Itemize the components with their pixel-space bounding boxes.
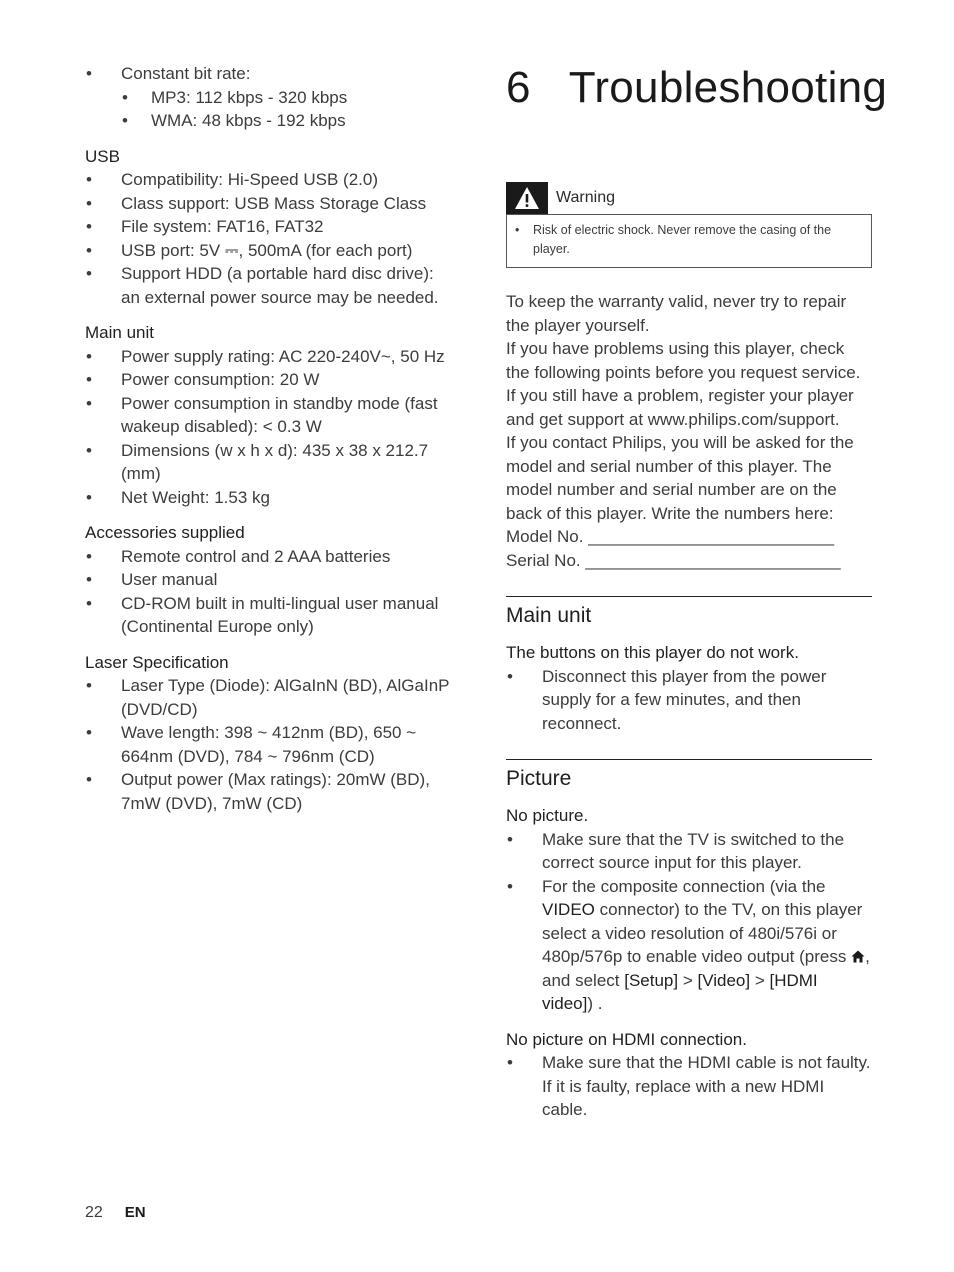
intro-line: If you have problems using this player, check the following points before you request service. If you still have a problem, register your player and get support at www.philips.com/support. (506, 339, 861, 429)
main-unit-section-title: Main unit (506, 604, 592, 627)
section-divider (506, 596, 872, 597)
bitrate-sub-list (85, 86, 455, 133)
serial-number-line: Serial No. ___________________________ (506, 550, 841, 570)
list-item: • Support HDD (a portable hard disc drive): an external power source may be needed. (85, 262, 455, 309)
hdmi-video-menu-label: [HDMI video] (542, 970, 818, 1013)
intro-line: If you contact Philips, you will be asked for the model and serial number of this player. The model number and serial number are on the back of this player. Write the numbers here: (506, 433, 854, 523)
home-icon (851, 950, 865, 963)
list-item: • Power consumption in standby mode (fast wakeup disabled): < 0.3 W (85, 392, 455, 439)
chapter-title (506, 62, 888, 114)
usb-heading: USB (85, 146, 120, 166)
chapter-number: 6 (506, 63, 531, 112)
laser-heading: Laser Specification (85, 652, 229, 672)
picture-solution-list (506, 828, 872, 1016)
list-item: • MP3: 112 kbps - 320 kbps (85, 86, 455, 110)
accessories-heading: Accessories supplied (85, 523, 245, 542)
list-item: • USB port: 5V ⎓, 500mA (for each port) (85, 239, 455, 263)
video-connector-label: VIDEO (542, 900, 595, 919)
laser-list (85, 674, 455, 815)
list-item: • Compatibility: Hi-Speed USB (2.0) (85, 168, 455, 192)
page-footer (85, 1204, 146, 1222)
page-number: 22 (85, 1204, 103, 1221)
list-item: • For the composite connection (via the VIDEO connector) to the TV, on this player select a video resolution of 480i/576i or 480p/576p to enable video output (press , and select [Setup] > [Video] > [HDMI video]) . (506, 875, 872, 1016)
main-unit-spec-heading: Main unit (85, 323, 154, 342)
bitrate-list (85, 62, 455, 86)
list-item: • Power supply rating: AC 220-240V~, 50 Hz (85, 345, 455, 369)
list-item: • Laser Type (Diode): AlGaInN (BD), AlGaInP (DVD/CD) (85, 674, 455, 721)
intro-line: To keep the warranty valid, never try to repair the player yourself. (506, 292, 847, 335)
setup-menu-label: [Setup] (624, 970, 679, 990)
chapter-name: Troubleshooting (568, 63, 888, 112)
issue-heading: The buttons on this player do not work. (506, 643, 799, 662)
list-item: • File system: FAT16, FAT32 (85, 215, 455, 239)
list-item: • Power consumption: 20 W (85, 368, 455, 392)
warning-text: • Risk of electric shock. Never remove the casing of the player. (515, 221, 861, 259)
hdmi-solution-list (506, 1051, 872, 1122)
list-item: • Wave length: 398 ~ 412nm (BD), 650 ~ 664nm (DVD), 784 ~ 796nm (CD) (85, 721, 455, 768)
issue-heading: No picture on HDMI connection. (506, 1029, 747, 1049)
list-item: • Net Weight: 1.53 kg (85, 486, 455, 510)
list-item: • Class support: USB Mass Storage Class (85, 192, 455, 216)
list-item: • Dimensions (w x h x d): 435 x 38 x 212.7 (mm) (85, 439, 455, 486)
specifications-column (85, 62, 455, 815)
issue-heading: No picture. (506, 806, 589, 825)
list-item: • Make sure that the TV is switched to the correct source input for this player. (506, 828, 872, 875)
list-item: • Disconnect this player from the power supply for a few minutes, and then reconnect. (506, 665, 872, 736)
list-item: • CD-ROM built in multi-lingual user manual (Continental Europe only) (85, 592, 455, 639)
main-unit-solution-list (506, 665, 872, 736)
language-code: EN (124, 1204, 146, 1221)
list-item: • Constant bit rate: (85, 62, 455, 86)
model-number-line: Model No. __________________________ (506, 527, 835, 546)
main-unit-spec-list (85, 345, 455, 510)
accessories-list (85, 545, 455, 639)
warning-label: Warning (556, 189, 615, 207)
warning-box (506, 182, 872, 268)
list-item: • Output power (Max ratings): 20mW (BD), 7mW (DVD), 7mW (CD) (85, 768, 455, 815)
section-divider (506, 759, 872, 760)
video-menu-label: [Video] (697, 970, 751, 990)
warning-icon (506, 182, 548, 214)
list-item: • Remote control and 2 AAA batteries (85, 545, 455, 569)
troubleshooting-column (506, 62, 888, 1122)
list-item: • User manual (85, 568, 455, 592)
usb-list (85, 168, 455, 309)
picture-section-title: Picture (506, 767, 572, 790)
intro-text (506, 290, 872, 572)
list-item: • WMA: 48 kbps - 192 kbps (85, 109, 455, 133)
list-item: • Make sure that the HDMI cable is not faulty. If it is faulty, replace with a new HDMI cable. (506, 1051, 872, 1122)
